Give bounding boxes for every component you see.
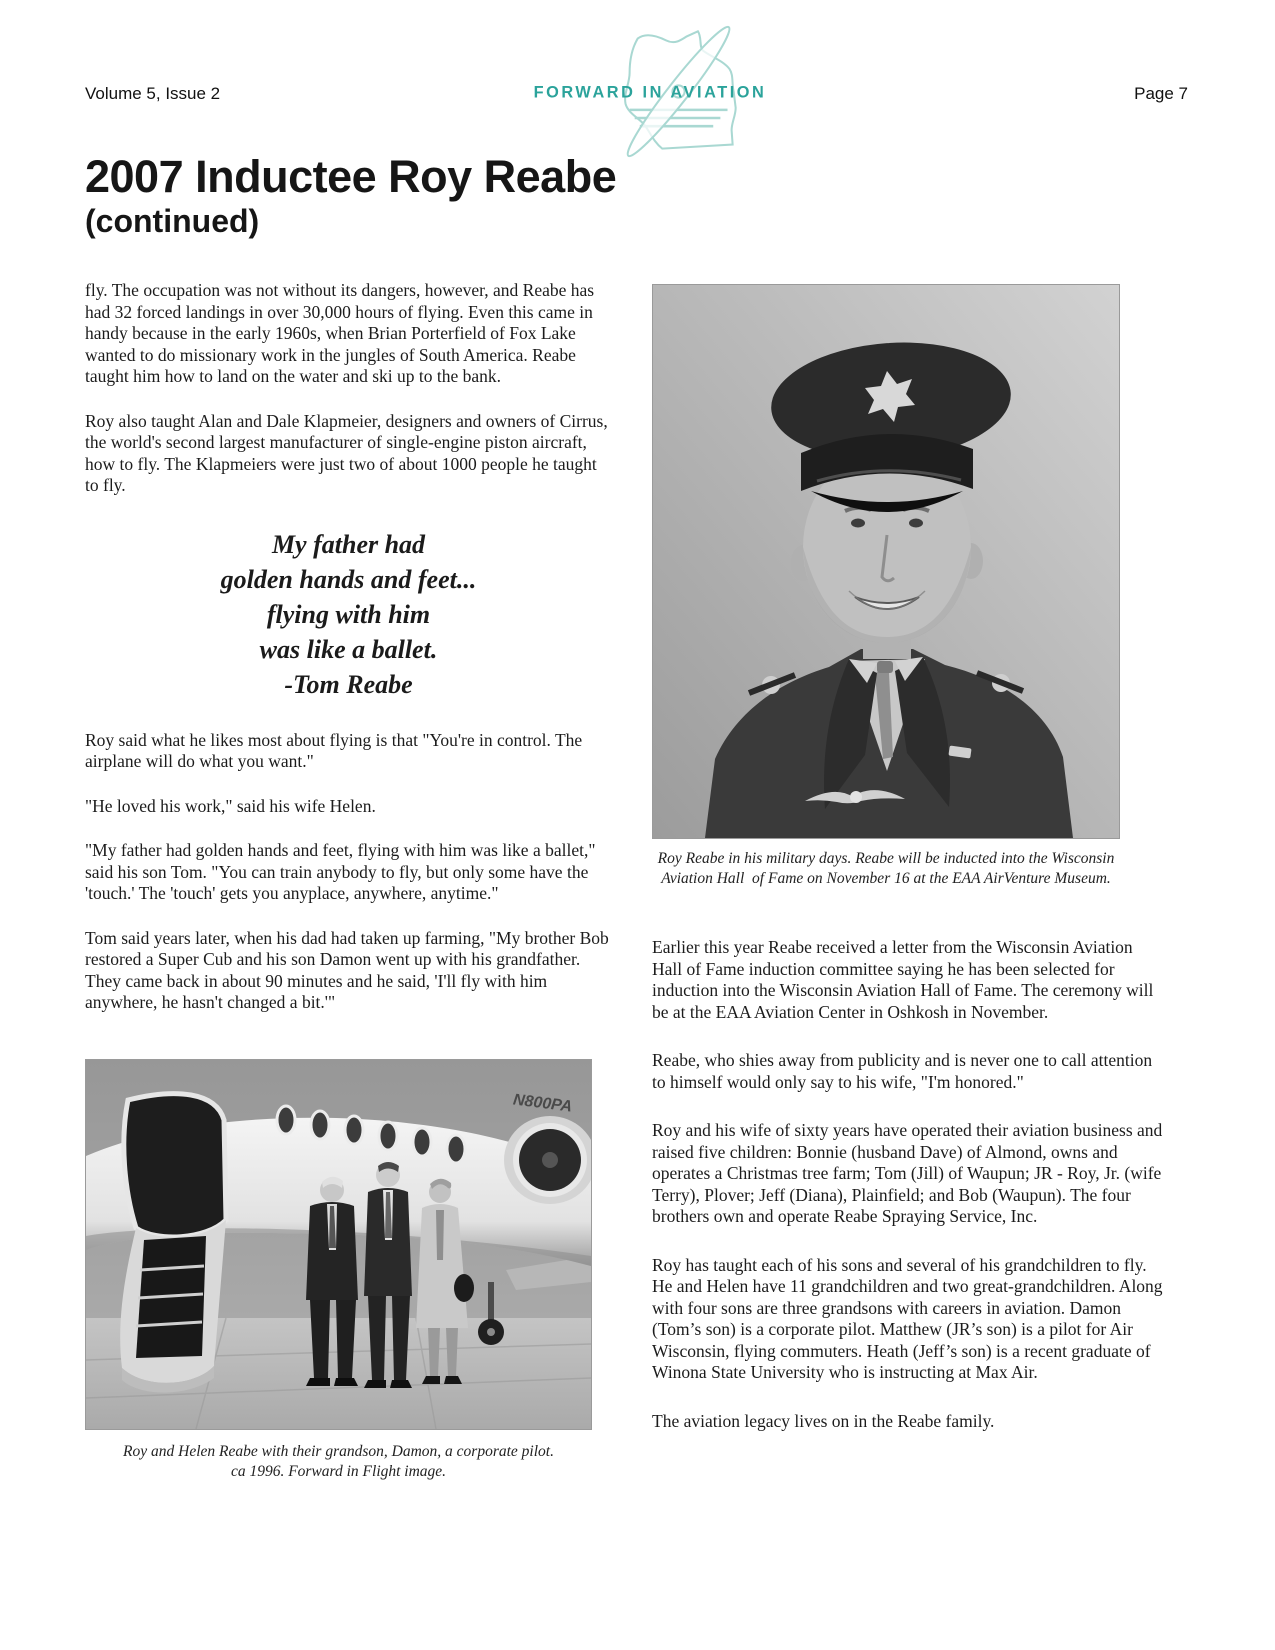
pull-quote-line: was like a ballet. [259,634,438,664]
body-paragraph: Roy said what he likes most about flying is that "You're in control. The airplane will do what you want." [85,729,583,771]
caption-line: ca 1996. Forward in Flight image. [230,1462,447,1480]
caption-line: Aviation Hall of Fame on November 16 at the EAA AirVenture Museum. [661,870,1111,887]
body-paragraph: Roy has taught each of his sons and several of his grandchildren to fly. He and Helen have 11 grandchildren and two great-grandchildren. Along with four sons are three grandsons with careers in aviation. Damon (Tom’s son) is a corporate pilot. Matthew (JR’s son) is a pilot for Air Wisconsin, flying commuters. Heath (Jeff’s son) is a recent graduate of Winona State University who is instructing at Max Air. [652,1254,1163,1382]
jet-photo-figure [85,1059,592,1482]
page-title: 2007 Inductee Roy Reabe [85,151,617,202]
jet-photo-illustration [86,1060,591,1429]
right-column [652,284,1166,1459]
spacer [652,889,1166,937]
military-photo-caption [652,849,1120,889]
article-title-block [85,152,616,240]
logo-graphic [497,22,803,162]
body-paragraph: Roy and his wife of sixty years have operated their aviation business and raised five children: Bonnie (husband Dave) of Almond, owns and operates a Christmas tree farm; Tom (Jill) of Waupun; JR - Roy, Jr. (wife Terry), Plover; Jeff (Diana), Plainfield; and Bob (Waupun). The four brothers own and operate Reabe Spraying Service, Inc. [652,1120,1163,1226]
pull-quote-line: flying with him [266,599,431,629]
military-photo-illustration [653,285,1119,838]
tail-number: N800PA [512,1090,574,1116]
military-photo-figure [652,284,1120,889]
pull-quote-line: My father had [271,529,426,559]
body-paragraph: Earlier this year Reabe received a letter from the Wisconsin Aviation Hall of Fame induction committee saying he has been selected for induction into the Wisconsin Aviation Hall of Fame. The ceremony will be at the EAA Aviation Center in Oshkosh in November. [652,937,1154,1022]
page-subtitle: (continued) [85,203,260,239]
jet-photo [85,1059,592,1430]
pull-quote [85,527,612,702]
jet-photo-caption [85,1442,592,1482]
body-paragraph: "He loved his work," said his wife Helen. [85,795,376,816]
volume-issue-label: Volume 5, Issue 2 [85,84,221,103]
logo-wordmark: FORWARD IN AVIATION [533,83,767,102]
forward-in-aviation-logo [497,22,803,162]
body-paragraph: Roy also taught Alan and Dale Klapmeier, designers and owners of Cirrus, the world's second largest manufacturer of single-engine piston aircraft, how to fly. The Klapmeiers were just two of about 1000 people he taught to fly. [85,410,608,495]
body-paragraph: "My father had golden hands and feet, flying with him was like a ballet," said his son Tom. "You can train anybody to fly, but only some have the 'touch.' The 'touch' gets you anyplace, anywhere, anytime." [85,840,596,903]
body-paragraph: The aviation legacy lives on in the Reabe family. [652,1410,995,1431]
pull-quote-line: golden hands and feet... [220,564,477,594]
caption-line: Roy and Helen Reabe with their grandson, Damon, a corporate pilot. [123,1442,554,1460]
caption-line: Roy Reabe in his military days. Reabe will be inducted into the Wisconsin [657,850,1115,867]
page-number: Page 7 [1134,84,1188,103]
left-column [85,280,612,1482]
body-paragraph: Reabe, who shies away from publicity and is never one to call attention to himself would only say to his wife, "I'm honored." [652,1050,1153,1092]
airstair-door [120,1093,226,1392]
pull-quote-attribution: -Tom Reabe [284,669,413,699]
body-paragraph: Tom said years later, when his dad had taken up farming, "My brother Bob restored a Super Cub and his son Damon went up with his grandfather. They came back in about 90 minutes and he said, 'I'll fly with him anywhere, he hasn't changed a bit.'" [85,927,609,1012]
body-paragraph: fly. The occupation was not without its dangers, however, and Reabe has had 32 forced landings in over 30,000 hours of flying. Even this came in handy because in the early 1960s, when Brian Porterfield of Fox Lake wanted to do missionary work in the jungles of South America. Reabe taught him how to land on the water and ski up to the bank. [85,280,595,386]
military-photo [652,284,1120,839]
